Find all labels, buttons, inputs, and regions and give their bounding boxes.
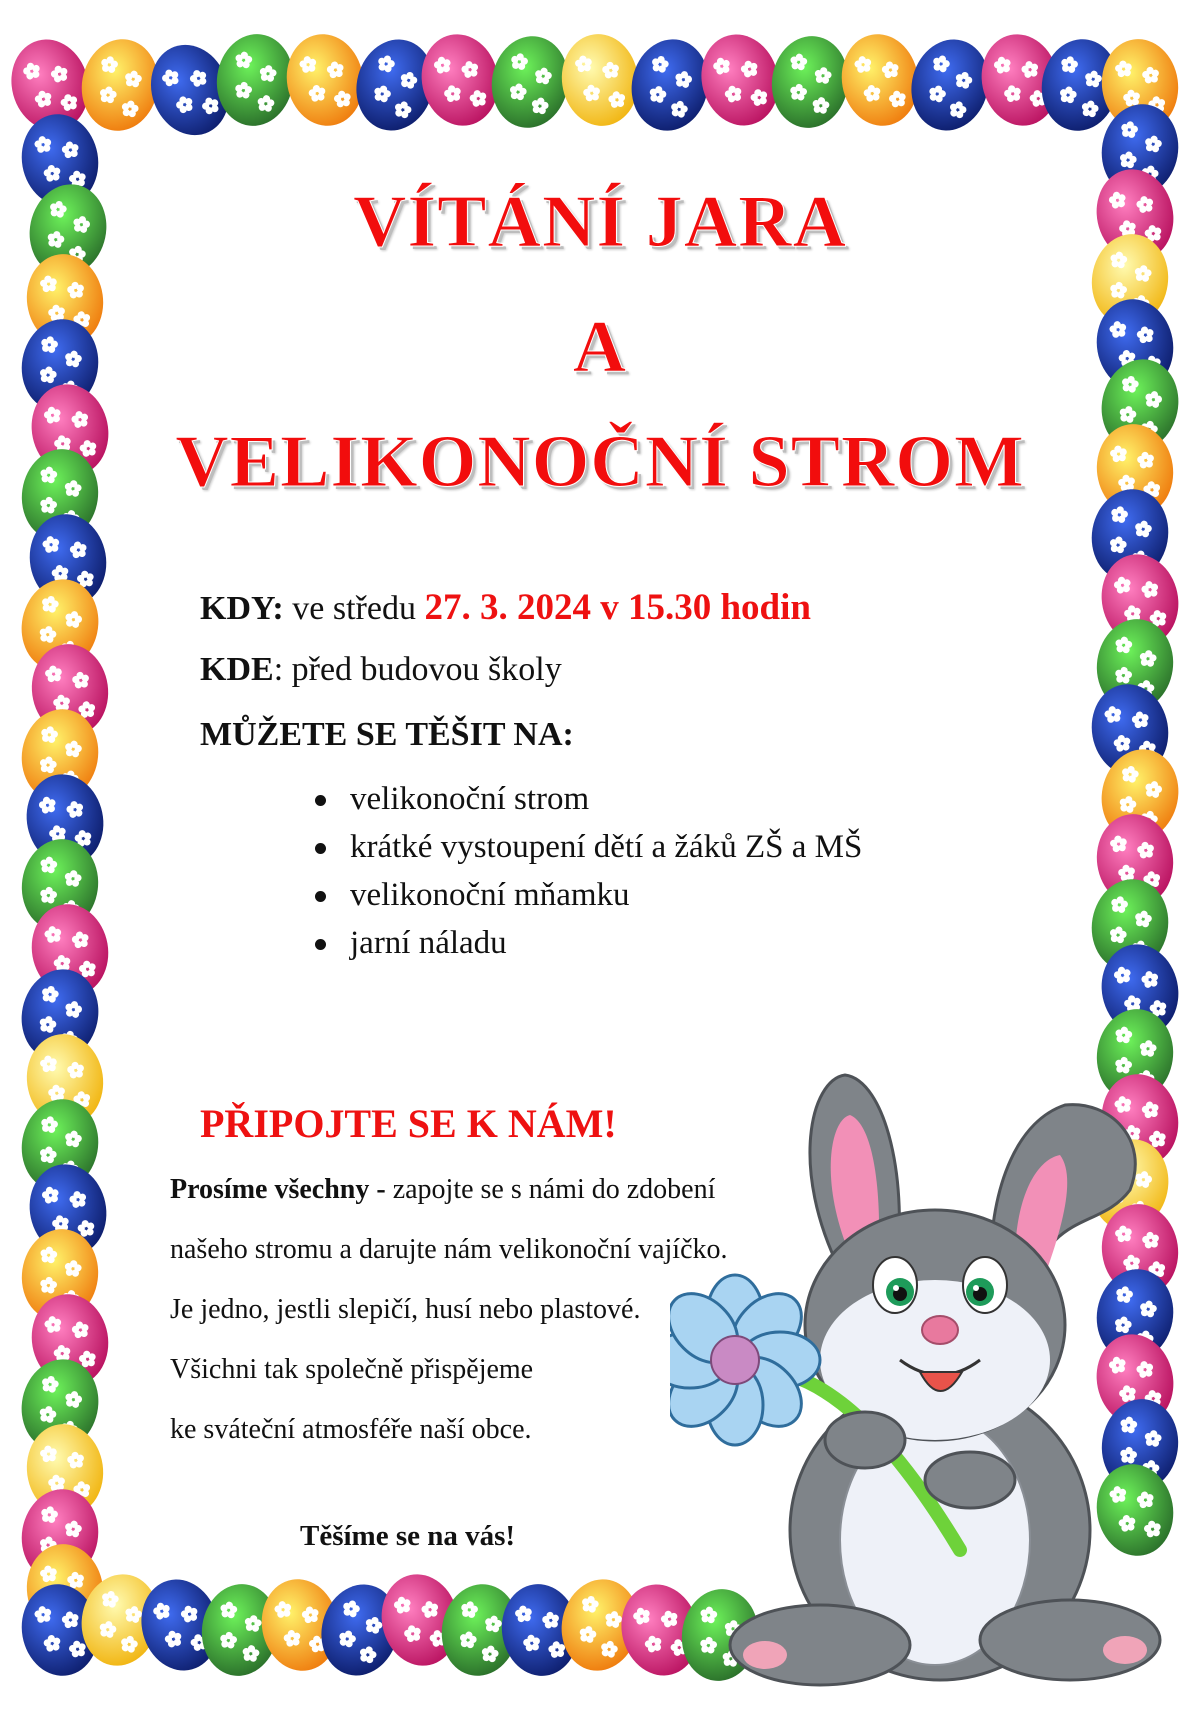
when-label: KDY:: [200, 590, 284, 627]
list-item: velikonoční strom: [320, 775, 862, 823]
closing-text: Těšíme se na vás!: [300, 1520, 516, 1552]
join-heading: PŘIPOJTE SE K NÁM!: [200, 1101, 617, 1146]
when-line: [200, 586, 811, 629]
list-item: jarní náladu: [320, 919, 862, 967]
when-text: ve středu: [283, 590, 425, 627]
title-line-1: VÍTÁNÍ JARA: [352, 181, 848, 263]
where-text: : před budovou školy: [273, 651, 562, 688]
title-line-3: VELIKONOČNÍ STROM: [175, 421, 1025, 503]
paragraph-line: našeho stromu a darujte nám velikonoční vajíčko.: [170, 1234, 728, 1265]
title-line-2: A: [572, 306, 628, 388]
bunny-with-flower-icon: [670, 1060, 1190, 1700]
where-label: KDE: [200, 651, 274, 688]
paragraph-line: Je jedno, jestli slepičí, husí nebo plastové.: [170, 1294, 641, 1325]
paragraph-text: zapojte se s námi do zdobení: [385, 1174, 716, 1205]
list-item: velikonoční mňamku: [320, 871, 862, 919]
join-paragraph: [170, 1160, 728, 1460]
event-datetime: 27. 3. 2024 v 15.30 hodin: [424, 587, 811, 628]
lead-bold: Prosíme všechny -: [170, 1174, 386, 1205]
list-item: krátké vystoupení dětí a žáků ZŠ a MŠ: [320, 823, 862, 871]
paragraph-line: Všichni tak společně přispějeme: [170, 1354, 534, 1385]
where-line: [200, 651, 562, 689]
activities-list: [320, 775, 862, 967]
look-forward-heading: MŮŽETE SE TĚŠIT NA:: [200, 716, 574, 753]
paragraph-line: ke sváteční atmosféře naší obce.: [170, 1414, 532, 1445]
paragraph-line: [170, 1160, 728, 1220]
